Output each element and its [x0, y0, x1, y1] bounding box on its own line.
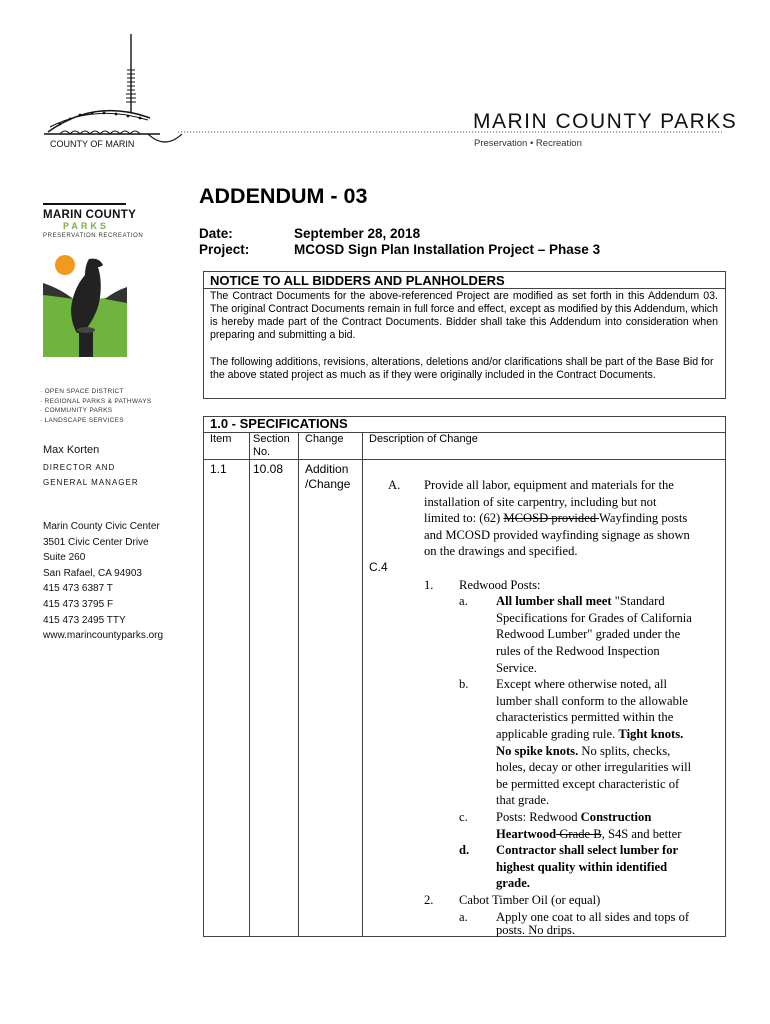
text-line: No spike knots. No splits, checks, [496, 743, 671, 758]
text-line: on the drawings and specified. [424, 544, 578, 559]
program-list [40, 387, 152, 425]
director-name: Max Korten [43, 444, 100, 456]
list-label: c. [459, 810, 468, 824]
program-item: · LANDSCAPE SERVICES [40, 416, 124, 424]
org-title: MARIN COUNTY PARKS [473, 110, 738, 133]
text-line: Cabot Timber Oil (or equal) [459, 893, 601, 907]
sidebar-rule [43, 203, 126, 205]
text-line: rules of the Redwood Inspection [496, 644, 660, 658]
tty-line: 415 473 2495 TTY [43, 614, 126, 626]
change-description [362, 476, 724, 936]
logo-parks: PARKS [63, 221, 109, 231]
text-line: that grade. [496, 793, 550, 808]
row-reference: C.4 [369, 560, 388, 574]
text-line: Heartwood Grade B, S4S and better [496, 826, 682, 841]
list-label: a. [459, 909, 468, 924]
text-line: Redwood Posts: [459, 577, 541, 592]
row-section: 10.08 [253, 462, 284, 476]
address-line: 3501 Civic Center Drive [43, 536, 149, 548]
text-line: posts. No drips. [496, 923, 576, 938]
column-divider [249, 432, 250, 936]
list-label: a. [459, 594, 468, 609]
text-line: characteristics permitted within the [496, 710, 674, 725]
list-label: 2. [424, 893, 434, 907]
text-line: Posts: Redwood Construction [496, 810, 652, 824]
text-line: Contractor shall select lumber for [496, 843, 679, 858]
column-divider [298, 432, 299, 936]
website-link[interactable]: www.marincountyparks.org [43, 630, 164, 642]
notice-heading: NOTICE TO ALL BIDDERS AND PLANHOLDERS [210, 273, 505, 288]
text-line: Specifications for Grades of California [496, 610, 692, 625]
list-label: A. [388, 478, 401, 492]
column-header-item: Item [210, 433, 232, 445]
text-line: All lumber shall meet "Standard [496, 594, 665, 609]
divider [203, 288, 725, 289]
list-label: b. [459, 677, 469, 692]
divider [203, 459, 725, 460]
address-line: San Rafael, CA 94903 [43, 567, 142, 579]
fax-line: 415 473 3795 F [43, 598, 114, 610]
list-label: 1. [424, 577, 434, 592]
address-line: Suite 260 [43, 552, 86, 564]
text-line: holes, decay or other irregularities will [496, 760, 692, 775]
program-item: · COMMUNITY PARKS [40, 407, 113, 415]
hawk-logo-icon [43, 253, 127, 357]
project-value: MCOSD Sign Plan Installation Project – Phase 3 [294, 242, 601, 257]
date-value: September 28, 2018 [294, 226, 421, 241]
date-label: Date: [199, 226, 233, 241]
document-title: ADDENDUM - 03 [199, 184, 368, 208]
logo-tagline: PRESERVATION RECREATION [43, 233, 144, 239]
phone-line: 415 473 6387 T [43, 583, 113, 595]
director-role-line: DIRECTOR AND [43, 463, 116, 472]
column-header-change: Change [305, 433, 344, 445]
column-header-section: Section No. [253, 433, 290, 458]
text-line: installation of site carpentry, including but not [424, 494, 657, 509]
program-item: · OPEN SPACE DISTRICT [40, 388, 124, 395]
org-subtitle: Preservation • Recreation [474, 138, 582, 149]
project-label: Project: [199, 242, 250, 257]
director-role [43, 460, 139, 490]
county-label: COUNTY OF MARIN [50, 139, 135, 149]
row-item: 1.1 [210, 462, 227, 476]
address-line: Marin County Civic Center [43, 521, 160, 532]
notice-paragraph: The Contract Documents for the above-referenced Project are modified as set forth in this Addendum 03. The original Contract Documents remain in full force and effect, except as modified by this Addendum, which is hereby made part of the Contract Documents. Bidder shall take this Addendum into consideration when preparing and submitting a bid. [210, 290, 718, 341]
text-line: Apply one coat to all sides and tops of [496, 909, 690, 924]
text-line: highest quality within identified [496, 859, 668, 874]
specifications-heading: 1.0 - SPECIFICATIONS [210, 416, 348, 431]
text-line: be permitted except characteristic of [496, 776, 680, 791]
text-line: Provide all labor, equipment and materials for the [424, 478, 674, 492]
text-line: grade. [496, 876, 530, 891]
deleted-text: Grade B [556, 826, 602, 841]
text-line: Service. [496, 660, 537, 675]
deleted-text: MCOSD provided [503, 511, 600, 526]
list-label: d. [459, 843, 470, 858]
row-change: Addition /Change [305, 462, 351, 491]
column-header-description: Description of Change [369, 433, 478, 445]
text-line: and MCOSD provided wayfinding signage as shown [424, 527, 690, 542]
text-line: Except where otherwise noted, all [496, 677, 667, 692]
contact-block [43, 519, 163, 644]
text-line: Redwood Lumber" graded under the [496, 627, 681, 642]
text-line: limited to: (62) MCOSD provided Wayfinding posts [424, 511, 688, 526]
logo-marin-county: MARIN COUNTY [43, 209, 137, 221]
text-line: applicable grading rule. Tight knots. [496, 727, 684, 741]
program-item: · REGIONAL PARKS & PATHWAYS [40, 397, 152, 405]
notice-paragraph: The following additions, revisions, alterations, deletions and/or clarifications shall be part of the Base Bid for the above stated project as much as if they were originally included in the Contract Documents. [210, 356, 714, 381]
text-line: lumber shall conform to the allowable [496, 693, 688, 708]
director-role-line: GENERAL MANAGER [43, 478, 139, 487]
